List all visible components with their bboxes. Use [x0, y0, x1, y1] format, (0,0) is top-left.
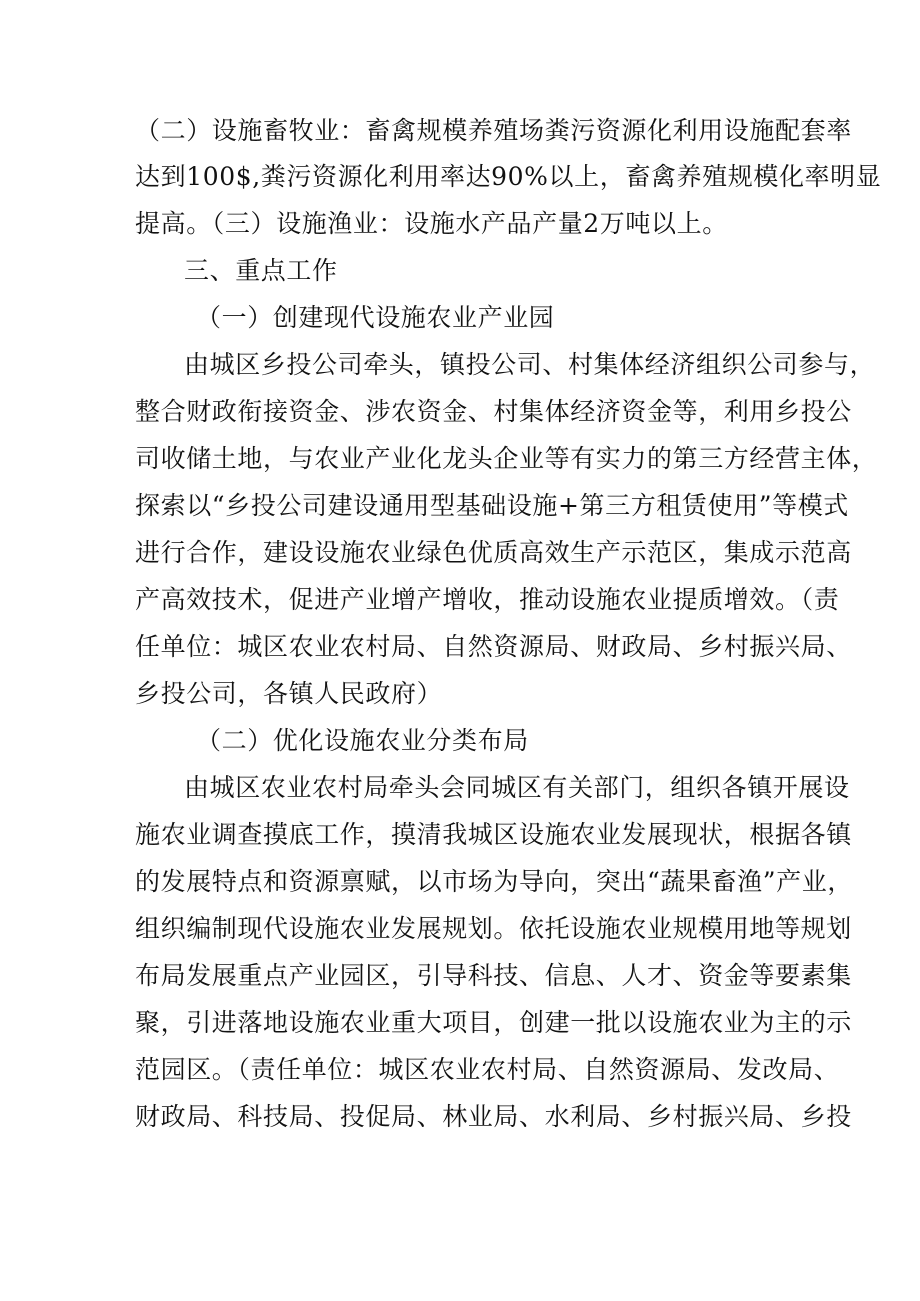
text-line-16: 施农业调查摸底工作，摸清我城区设施农业发展现状，根据各镇 [135, 820, 852, 849]
text-line-3: 提高。（三）设施渔业：设施水产品产量2万吨以上。 [135, 209, 728, 238]
text-line-22: 财政局、科技局、投促局、林业局、水利局、乡村振兴局、乡投 [135, 1102, 852, 1131]
section-heading: 三、重点工作 [184, 256, 338, 285]
text-line-7: 整合财政衔接资金、涉农资金、村集体经济资金等，利用乡投公 [135, 397, 852, 426]
text-line-1: （二）设施畜牧业：畜禽规模养殖场粪污资源化利用设施配套率 [135, 116, 852, 145]
text-line-20: 聚，引进落地设施农业重大项目，创建一批以设施农业为主的示 [135, 1008, 852, 1037]
text-line-8: 司收储土地，与农业产业化龙头企业等有实力的第三方经营主体， [135, 444, 878, 473]
text-line-13: 乡投公司，各镇人民政府） [135, 679, 443, 708]
text-line-21: 范园区。（责任单位：城区农业农村局、自然资源局、发改局、 [135, 1055, 840, 1084]
text-line-17: 的发展特点和资源禀赋，以市场为导向，突出“蔬果畜渔”产业， [135, 867, 853, 896]
subsection-heading-1: （一）创建现代设施农业产业园 [196, 303, 555, 332]
subsection-heading-2: （二）优化设施农业分类布局 [196, 726, 529, 755]
text-line-15: 由城区农业农村局牵头会同城区有关部门，组织各镇开展设 [184, 773, 850, 802]
text-line-10: 进行合作，建设设施农业绿色优质高效生产示范区，集成示范高 [135, 538, 852, 567]
text-line-9: 探索以“乡投公司建设通用型基础设施+第三方租赁使用”等模式 [135, 491, 849, 520]
text-line-19: 布局发展重点产业园区，引导科技、信息、人才、资金等要素集 [135, 961, 852, 990]
text-line-12: 任单位：城区农业农村局、自然资源局、财政局、乡村振兴局、 [135, 632, 852, 661]
text-line-11: 产高效技术，促进产业增产增收，推动设施农业提质增效。（责 [135, 585, 840, 614]
text-line-18: 组织编制现代设施农业发展规划。依托设施农业规模用地等规划 [135, 914, 852, 943]
text-line-6: 由城区乡投公司牵头，镇投公司、村集体经济组织公司参与， [184, 350, 876, 379]
text-line-2: 达到100$,粪污资源化利用率达90%以上，畜禽养殖规模化率明显 [135, 162, 882, 191]
